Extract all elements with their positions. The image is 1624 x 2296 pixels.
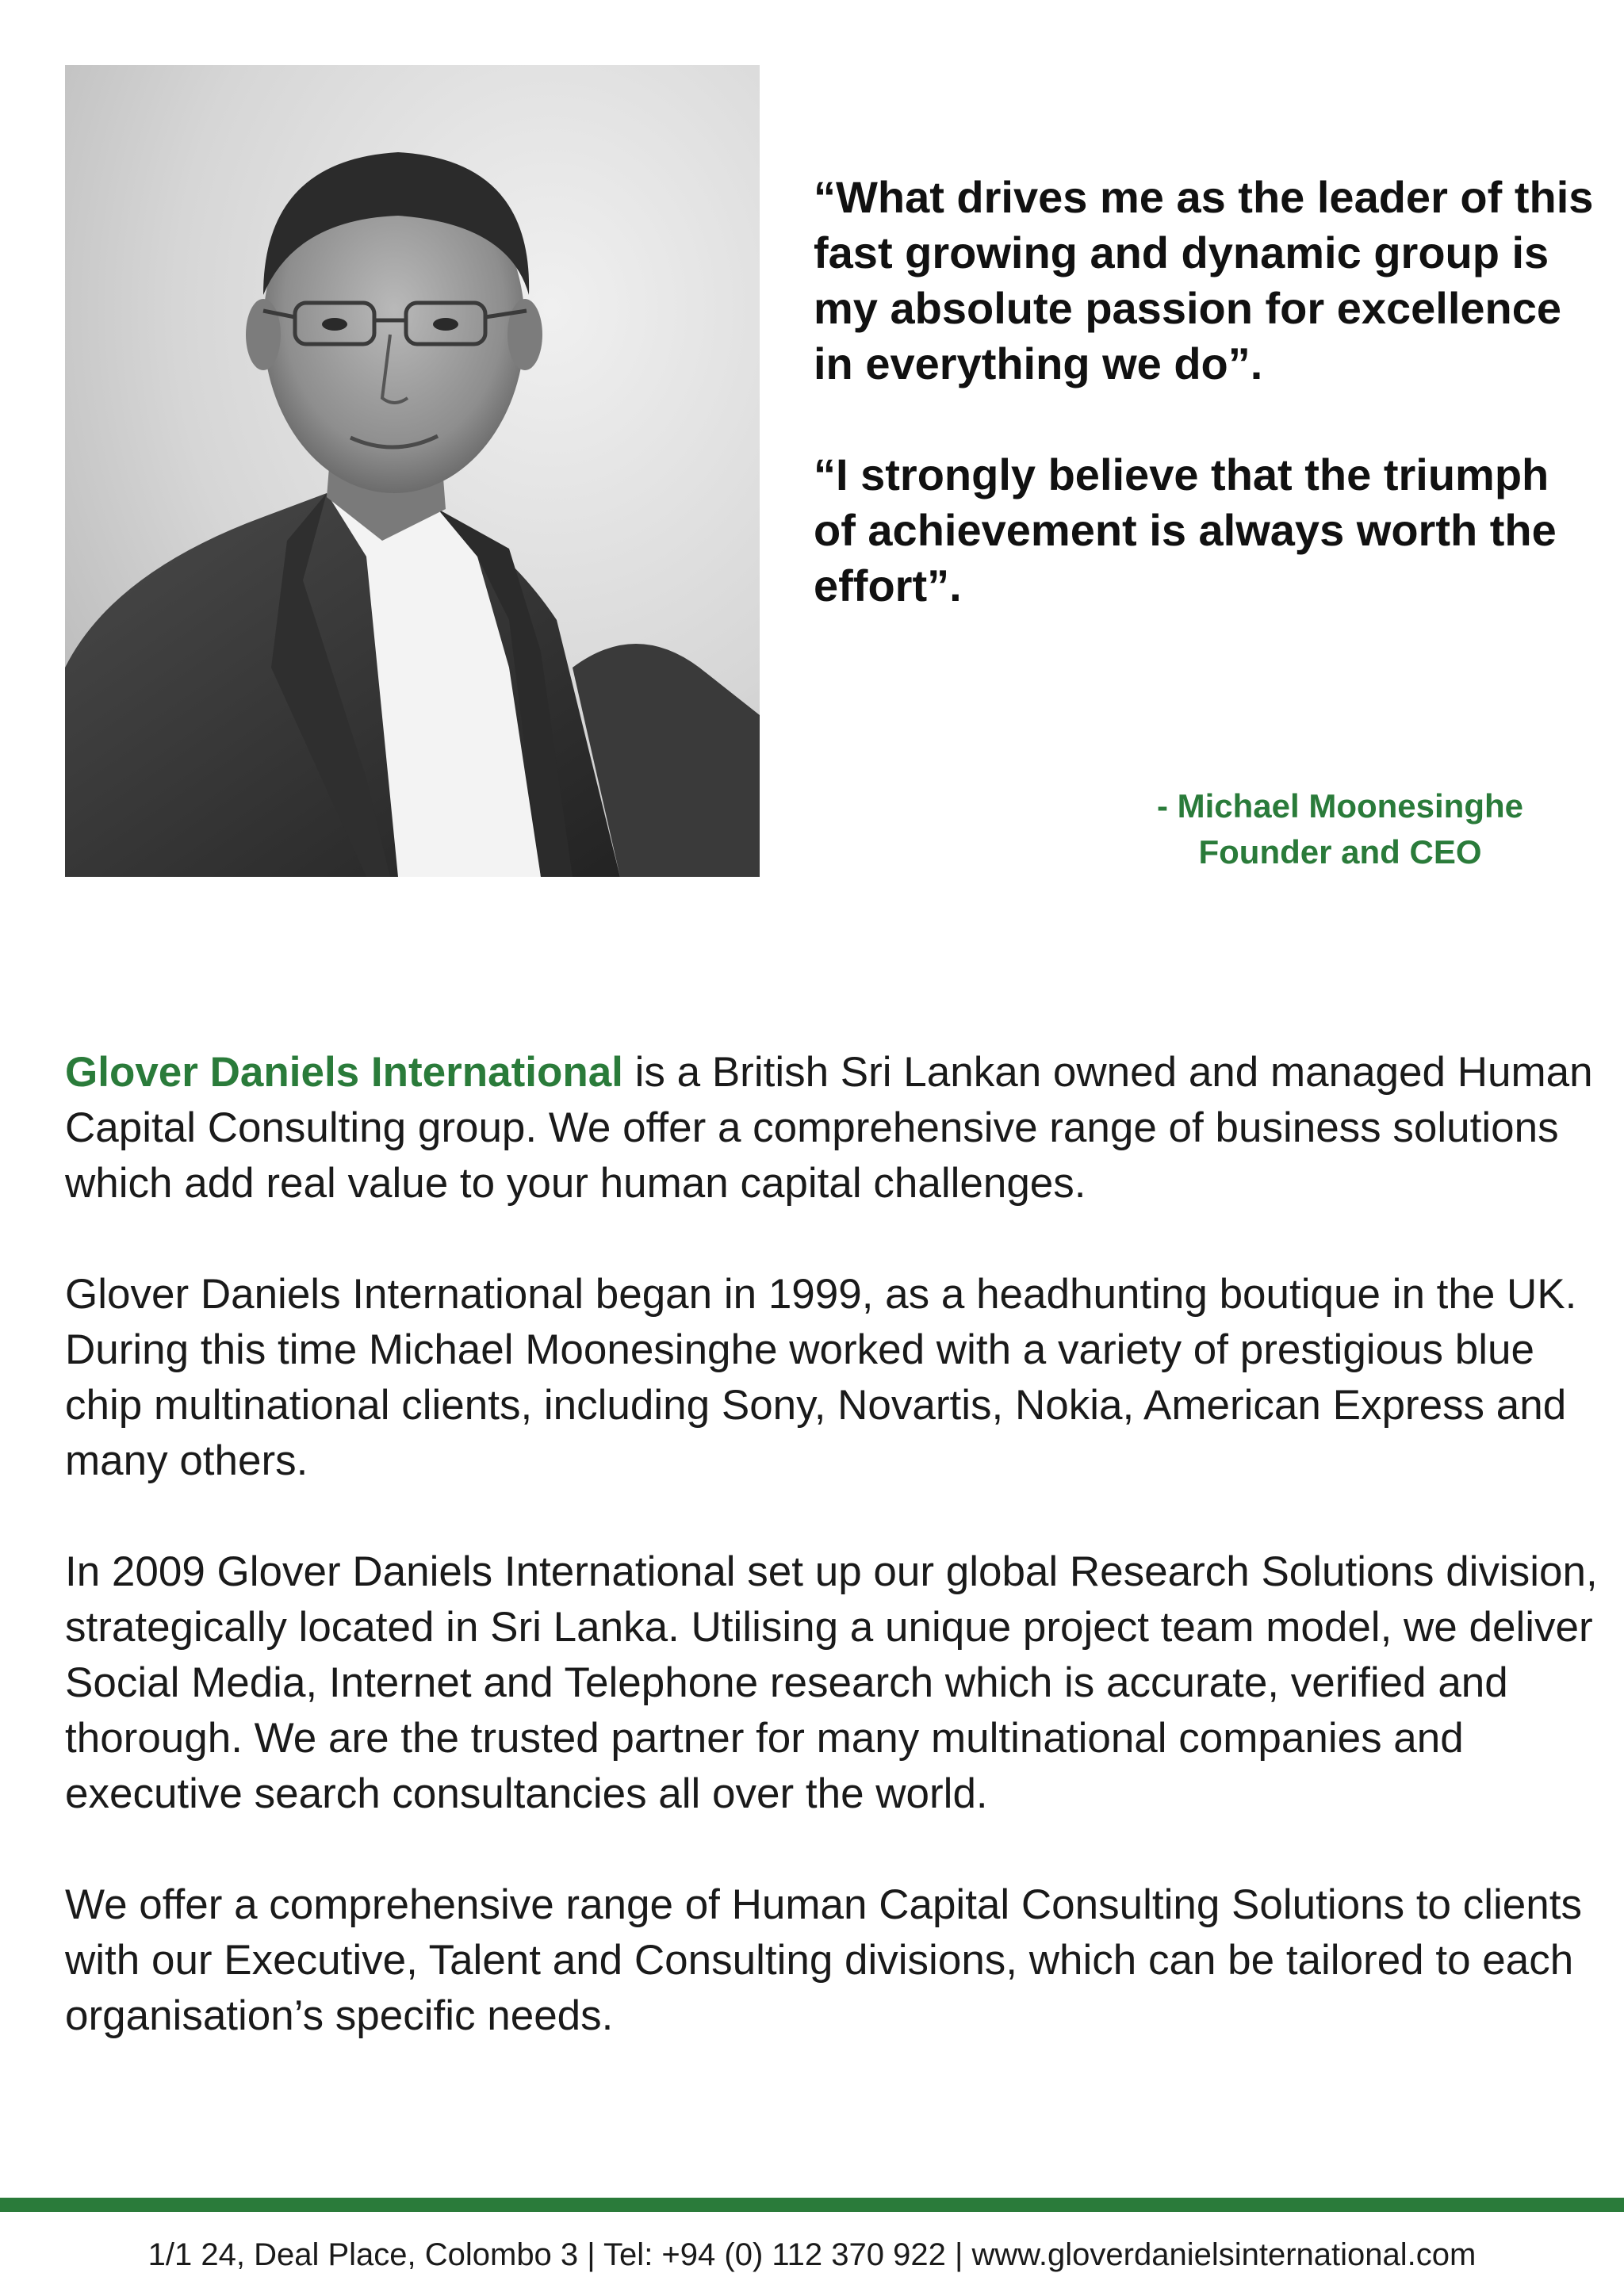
portrait-illustration xyxy=(65,65,760,877)
services-paragraph: We offer a comprehensive range of Human Capital Consulting Solutions to clients with our Executive, Talent and Consulting divisions, which can be tailored to each organisation’s specific needs. xyxy=(65,1881,1582,2039)
intro-paragraph xyxy=(65,1045,1603,1211)
quote-attribution xyxy=(1094,783,1586,875)
history-paragraph: Glover Daniels International began in 1999, as a headhunting boutique in the UK. During this time Michael Moonesinghe worked with a variety of prestigious blue chip multinational clients, including Sony, Novartis, Nokia, American Express and many others. xyxy=(65,1271,1577,1484)
attribution-name: - Michael Moonesinghe xyxy=(1156,787,1524,825)
ceo-portrait-photo xyxy=(65,65,760,877)
quote-2: “I strongly believe that the triumph of achievement is always worth the effort”. xyxy=(814,450,1557,610)
intro-text: is a British Sri Lankan owned and managed Human Capital Consulting group. We offer a comprehensive range of business solutions which add real value to your human capital challenges. xyxy=(65,1049,1593,1207)
company-description xyxy=(65,1045,1603,2099)
attribution-title: Founder and CEO xyxy=(1198,833,1482,871)
quote-1: “What drives me as the leader of this fast growing and dynamic group is my absolute passion for excellence in everything we do”. xyxy=(814,172,1594,388)
ceo-quotes xyxy=(814,170,1599,669)
brand-name: Glover Daniels International xyxy=(65,1049,623,1096)
research-paragraph: In 2009 Glover Daniels International set up our global Research Solutions division, strategically located in Sri Lanka. Utilising a unique project team model, we deliver Social Media, Internet and Telephone research which is accurate, verified and thorough. We are the trusted partner for many multinational companies and executive search consultancies all over the world. xyxy=(65,1548,1598,1817)
footer-contact: 1/1 24, Deal Place, Colombo 3 | Tel: +94 (0) 112 370 922 | www.gloverdanielsinternational.com xyxy=(147,2237,1477,2272)
footer-divider xyxy=(0,2198,1624,2212)
